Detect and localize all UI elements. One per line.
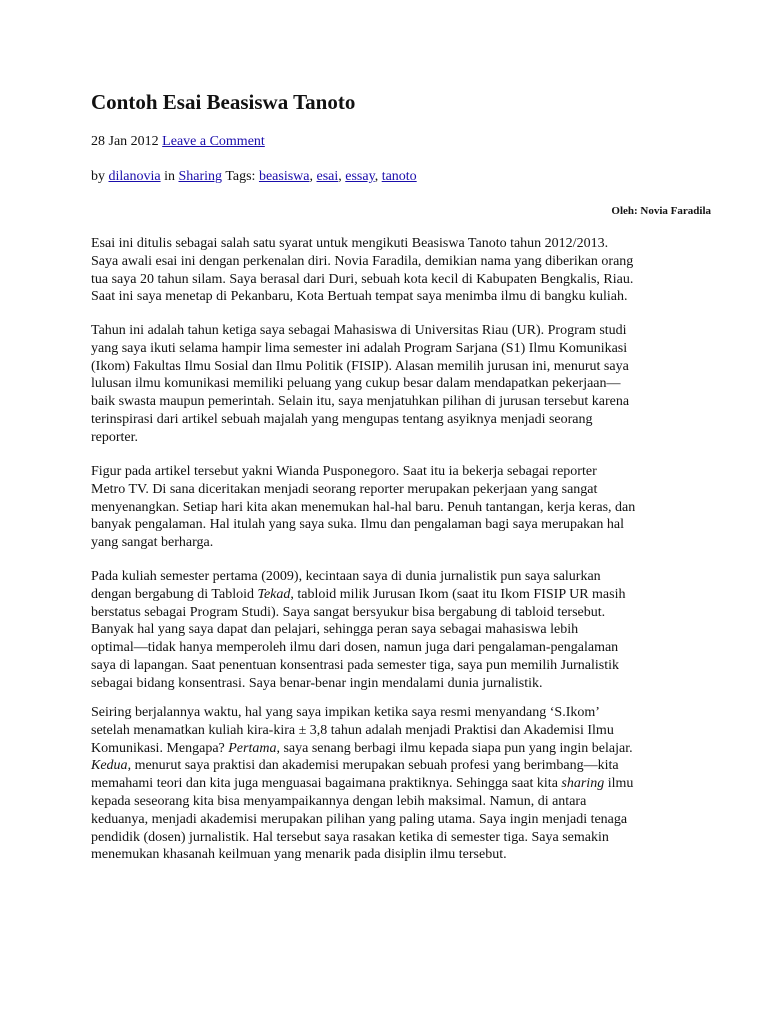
by-label: by [91,169,105,184]
text-line: lulusan ilmu komunikasi memiliki peluang yang cukup besar dalam mendapatkan pekerjaan— [91,376,621,392]
paragraph-intro [91,235,691,306]
text-line: yang saya ikuti selama hampir lima semester ini adalah Program Sarjana (S1) Ilmu Komunikasi [91,340,628,356]
text-segment: , tabloid milik Jurusan Ikom (saat itu Ikom FISIP UR masih [290,586,626,602]
text-line: keduanya, menjadi akademisi merupakan pilihan yang paling utama. Saya ingin menjadi tenaga [91,811,628,827]
post-date: 28 Jan 2012 [91,134,159,149]
text-line: Saat ini saya menetap di Pekanbaru, Kota Bertuah tempat saya menimba ilmu di bangku kuliah. [91,289,628,305]
author-link[interactable]: dilanovia [108,169,161,184]
text-segment: , saya senang berbagi ilmu kepada siapa pun yang ingin belajar. [276,740,633,756]
text-segment: dengan bergabung di Tabloid [91,586,258,602]
author-credit: Oleh: Novia Faradila [611,205,711,217]
text-line: baik swasta maupun pemerintah. Selain itu, saya menjatuhkan pilihan di jurusan tersebut karena [91,394,630,410]
text-line [91,586,691,604]
text-line [91,757,691,775]
text-line: Banyak hal yang saya dapat dan pelajari, sehingga peran saya sebagai mahasiswa lebih [91,622,579,638]
text-line: yang sangat berharga. [91,535,214,551]
italic-text: sharing [561,776,605,792]
leave-comment-link[interactable]: Leave a Comment [162,134,265,149]
category-link[interactable]: Sharing [178,169,223,184]
tag-link-essay[interactable]: essay [345,169,375,184]
text-line: kepada seseorang kita bisa menyampaikannya dengan lebih maksimal. Namun, di antara [91,793,587,809]
text-line: Seiring berjalannya waktu, hal yang saya impikan ketika saya resmi menyandang ‘S.Ikom’ [91,705,600,720]
italic-text: Tekad [257,586,291,602]
text-line: banyak pengalaman. Hal itulah yang saya suka. Ilmu dan pengalaman bagi saya merupakan hal [91,517,624,533]
text-line: (Ikom) Fakultas Ilmu Sosial dan Ilmu Politik (FISIP). Alasan memilih jurusan ini, menurut saya [91,358,629,374]
tag-separator: , [309,169,313,184]
text-segment: memahami teori dan kita juga menguasai bagaimana praktiknya. Sehingga saat kita [91,776,562,792]
text-segment: Komunikasi. Mengapa? [91,740,229,756]
byline [91,168,417,186]
tag-link-beasiswa[interactable]: beasiswa [258,169,310,184]
text-line: Pada kuliah semester pertama (2009), kecintaan saya di dunia jurnalistik pun saya salurkan [91,569,601,584]
text-line: Esai ini ditulis sebagai salah satu syarat untuk mengikuti Beasiswa Tanoto tahun 2012/2013. [91,236,609,251]
italic-text: Kedua [91,758,128,774]
text-line: optimal—tidak hanya memperoleh ilmu dari dosen, namun juga dari pengalaman-pengalaman [91,640,619,656]
text-line: Metro TV. Di sana diceritakan menjadi seorang reporter merupakan pekerjaan yang sangat [91,481,598,497]
paragraph-aspiration [91,704,691,864]
text-line: Tahun ini adalah tahun ketiga saya sebagai Mahasiswa di Universitas Riau (UR). Program studi [91,323,627,338]
text-line: menyenangkan. Setiap hari kita akan menemukan hal-hal baru. Penuh tantangan, kerja keras, dan [91,499,636,515]
paragraph-inspiration [91,463,691,552]
in-label: in [164,169,175,184]
tag-separator: , [338,169,342,184]
text-line: pendidik (dosen) jurnalistik. Hal tersebut saya rasakan ketika di semester tiga. Saya semakin [91,829,609,845]
text-line: saya di lapangan. Saat penentuan konsentrasi pada semester tiga, saya pun memilih Jurnalistik [91,657,619,673]
text-line: berstatus sebagai Program Studi). Saya sangat bersyukur bisa bergabung di tabloid tersebut. [91,604,606,620]
text-line: setelah menamatkan kuliah kira-kira ± 3,8 tahun adalah menjadi Praktisi dan Akademisi Ilmu [91,722,614,738]
tag-link-tanoto[interactable]: tanoto [381,169,417,184]
text-line [91,775,691,793]
text-segment: , menurut saya praktisi dan akademisi merupakan sebuah profesi yang berimbang—kita [127,758,619,774]
paragraph-journalism [91,568,691,693]
article-title: Contoh Esai Beasiswa Tanoto [91,90,356,114]
text-segment: ilmu [604,776,634,792]
tag-separator: , [374,169,379,184]
text-line: sebagai bidang konsentrasi. Saya benar-benar ingin mendalami dunia jurnalistik. [91,675,543,691]
text-line: Figur pada artikel tersebut yakni Wianda Pusponegoro. Saat itu ia bekerja sebagai reporter [91,464,597,479]
text-line: Saya awali esai ini dengan perkenalan diri. Novia Faradila, demikian nama yang diberikan orang [91,253,634,269]
tag-link-esai[interactable]: esai [316,169,339,184]
text-line: terinspirasi dari artikel sebuah majalah yang mengupas tentang asyiknya menjadi seorang [91,411,593,427]
date-line [91,133,265,151]
text-line: tua saya 20 tahun silam. Saya berasal dari Duri, sebuah kota kecil di Kabupaten Bengkalis, Riau. [91,271,634,287]
paragraph-study [91,322,691,447]
text-line: menemukan khasanah keilmuan yang menarik pada disiplin ilmu tersebut. [91,847,507,863]
tags-label: Tags: [225,169,256,184]
italic-text: Pertama [228,740,277,756]
text-line [91,740,691,758]
text-line: reporter. [91,429,139,445]
